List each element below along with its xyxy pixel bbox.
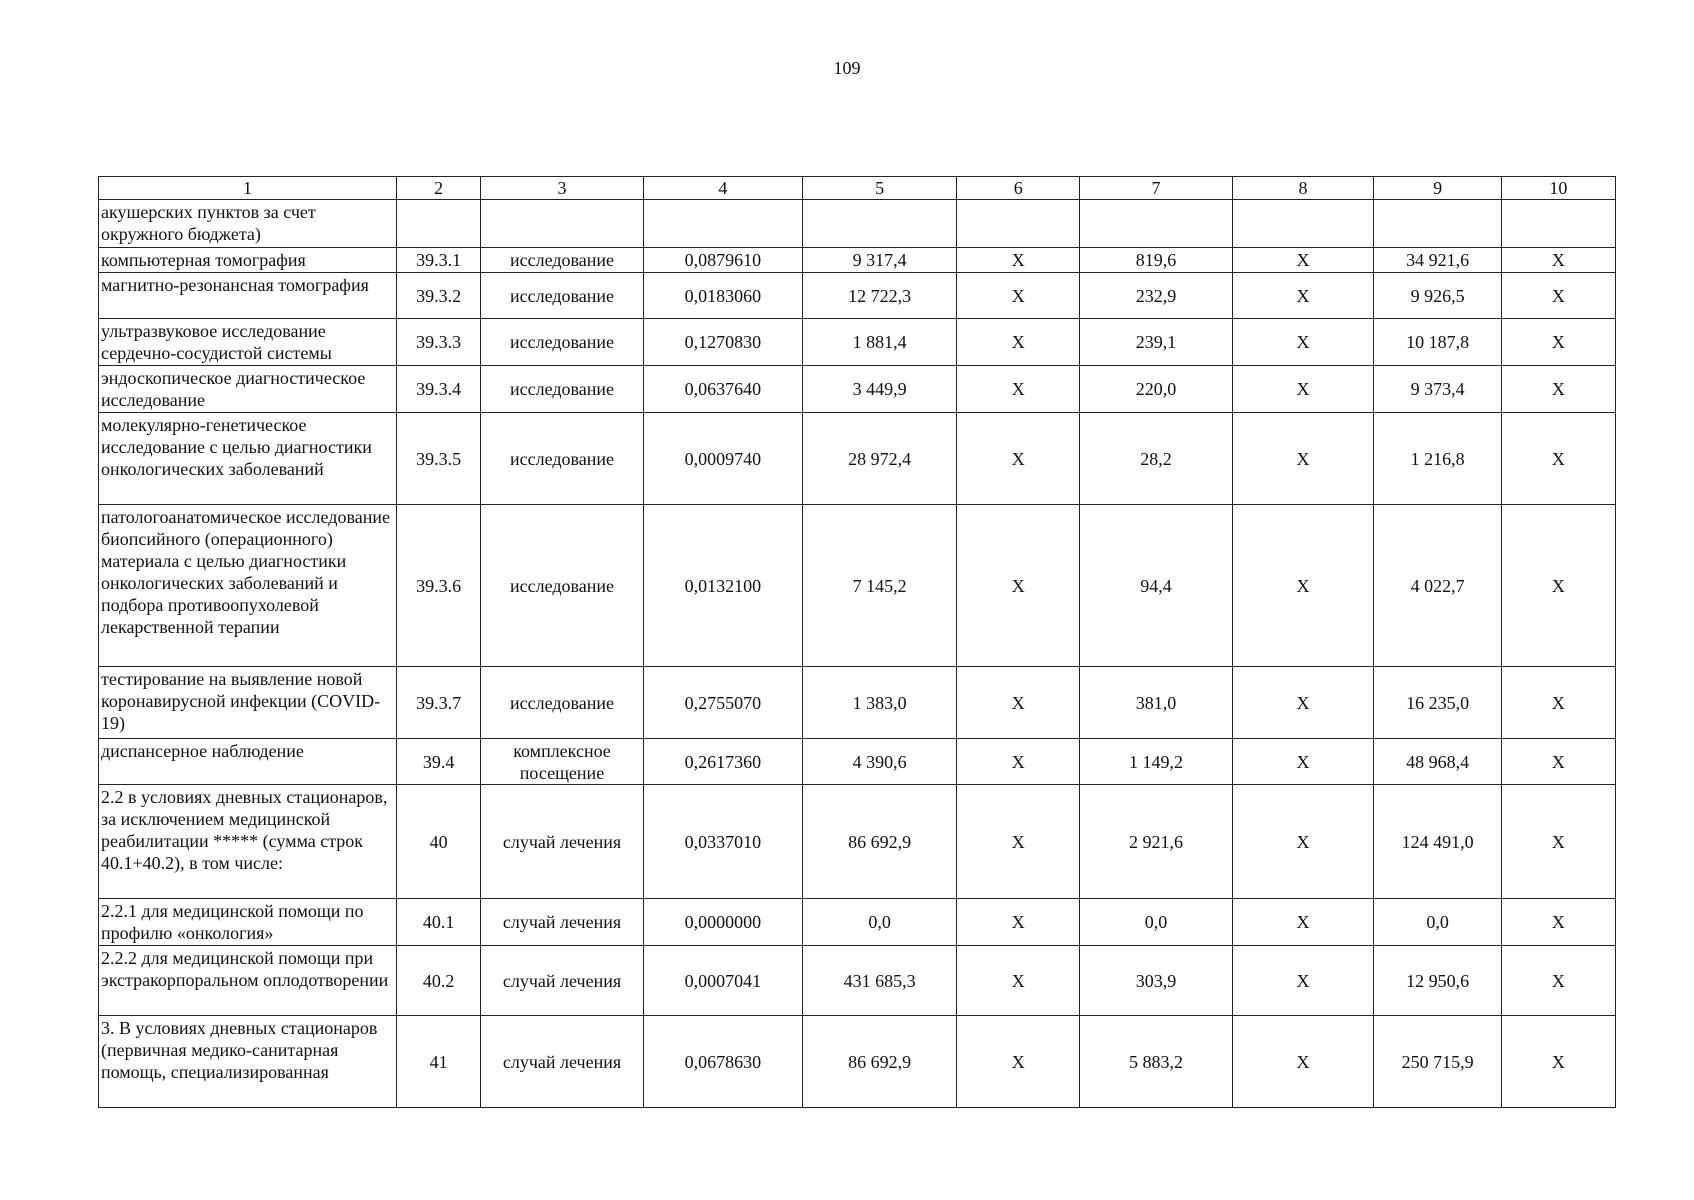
table-cell: 0,0 bbox=[1374, 899, 1501, 946]
table-cell: Х bbox=[1232, 1016, 1374, 1108]
table-cell: 94,4 bbox=[1080, 505, 1232, 667]
table-row bbox=[99, 667, 1616, 739]
header-cell: 1 bbox=[99, 177, 397, 200]
table-cell: исследование bbox=[481, 273, 643, 319]
header-cell: 5 bbox=[802, 177, 956, 200]
table-cell: Х bbox=[1232, 505, 1374, 667]
row-label: 2.2 в условиях дневных стационаров, за исключением медицинской реабилитации ***** (сумма строк 40.1+40.2), в том числе: bbox=[99, 785, 397, 899]
table-row bbox=[99, 1016, 1616, 1108]
table-cell: 40 bbox=[397, 785, 481, 899]
data-table bbox=[98, 176, 1616, 1108]
table-cell: Х bbox=[1501, 667, 1615, 739]
table-cell: 9 373,4 bbox=[1374, 366, 1501, 413]
table-cell bbox=[643, 200, 802, 248]
table-cell: Х bbox=[1232, 273, 1374, 319]
table-cell: 1 216,8 bbox=[1374, 413, 1501, 505]
table-cell: Х bbox=[1501, 505, 1615, 667]
table-cell: 4 022,7 bbox=[1374, 505, 1501, 667]
table-cell: 1 383,0 bbox=[802, 667, 956, 739]
table-cell: 0,0000000 bbox=[643, 899, 802, 946]
table-cell: 0,0 bbox=[1080, 899, 1232, 946]
table-cell: 39.3.1 bbox=[397, 248, 481, 273]
table-cell: 250 715,9 bbox=[1374, 1016, 1501, 1108]
table-cell: 0,2617360 bbox=[643, 739, 802, 785]
table-cell: Х bbox=[1501, 899, 1615, 946]
table-cell: Х bbox=[1232, 248, 1374, 273]
table-cell: Х bbox=[1232, 667, 1374, 739]
table-cell: Х bbox=[957, 273, 1080, 319]
table-cell: 39.3.5 bbox=[397, 413, 481, 505]
table-cell: 0,2755070 bbox=[643, 667, 802, 739]
table-cell: исследование bbox=[481, 505, 643, 667]
row-label: компьютерная томография bbox=[99, 248, 397, 273]
table-cell: Х bbox=[1501, 739, 1615, 785]
row-label: 2.2.2 для медицинской помощи при экстракорпоральном оплодотворении bbox=[99, 946, 397, 1016]
table-cell: 12 950,6 bbox=[1374, 946, 1501, 1016]
table-cell: исследование bbox=[481, 248, 643, 273]
table-cell: 5 883,2 bbox=[1080, 1016, 1232, 1108]
table-cell: 39.3.3 bbox=[397, 319, 481, 366]
row-label: патологоанатомическое исследование биопсийного (операционного) материала с целью диагностики онкологических заболеваний и подбора противоопухолевой лекарственной терапии bbox=[99, 505, 397, 667]
table-cell bbox=[802, 200, 956, 248]
table-cell: Х bbox=[957, 1016, 1080, 1108]
table-cell: Х bbox=[1501, 413, 1615, 505]
table-row bbox=[99, 319, 1616, 366]
table-cell: 39.3.7 bbox=[397, 667, 481, 739]
table-cell: случай лечения bbox=[481, 1016, 643, 1108]
table-cell: 0,0879610 bbox=[643, 248, 802, 273]
table-cell: 9 926,5 bbox=[1374, 273, 1501, 319]
table-header-row bbox=[99, 177, 1616, 200]
table-cell: Х bbox=[957, 413, 1080, 505]
table-cell: 3 449,9 bbox=[802, 366, 956, 413]
table-cell: 0,0183060 bbox=[643, 273, 802, 319]
row-label: ультразвуковое исследование сердечно-сосудистой системы bbox=[99, 319, 397, 366]
table-row bbox=[99, 200, 1616, 248]
table-cell: 41 bbox=[397, 1016, 481, 1108]
table-row bbox=[99, 413, 1616, 505]
table-cell: 2 921,6 bbox=[1080, 785, 1232, 899]
table-row bbox=[99, 785, 1616, 899]
row-label: молекулярно-генетическое исследование с целью диагностики онкологических заболеваний bbox=[99, 413, 397, 505]
table-cell: 10 187,8 bbox=[1374, 319, 1501, 366]
table-cell bbox=[1501, 200, 1615, 248]
row-label: эндоскопическое диагностическое исследование bbox=[99, 366, 397, 413]
header-cell: 7 bbox=[1080, 177, 1232, 200]
table-cell: исследование bbox=[481, 667, 643, 739]
row-label: диспансерное наблюдение bbox=[99, 739, 397, 785]
table-row bbox=[99, 739, 1616, 785]
header-cell: 10 bbox=[1501, 177, 1615, 200]
table-cell: 86 692,9 bbox=[802, 785, 956, 899]
table-cell: Х bbox=[1232, 946, 1374, 1016]
table-cell: исследование bbox=[481, 319, 643, 366]
table-cell: 12 722,3 bbox=[802, 273, 956, 319]
table-cell: Х bbox=[957, 505, 1080, 667]
table-cell: 7 145,2 bbox=[802, 505, 956, 667]
table-cell: 381,0 bbox=[1080, 667, 1232, 739]
table-cell bbox=[957, 200, 1080, 248]
table-cell: исследование bbox=[481, 413, 643, 505]
table-cell: Х bbox=[1501, 366, 1615, 413]
table-cell: 9 317,4 bbox=[802, 248, 956, 273]
row-label: тестирование на выявление новой коронавирусной инфекции (COVID-19) bbox=[99, 667, 397, 739]
table-cell: 39.4 bbox=[397, 739, 481, 785]
page-number: 109 bbox=[833, 58, 861, 78]
table-row bbox=[99, 366, 1616, 413]
table-cell: 39.3.4 bbox=[397, 366, 481, 413]
table-cell: 303,9 bbox=[1080, 946, 1232, 1016]
table-cell bbox=[397, 200, 481, 248]
table-cell: Х bbox=[1232, 413, 1374, 505]
table-cell: 28 972,4 bbox=[802, 413, 956, 505]
table-cell: 819,6 bbox=[1080, 248, 1232, 273]
table-cell: Х bbox=[957, 946, 1080, 1016]
table-cell: 40.2 bbox=[397, 946, 481, 1016]
header-cell: 4 bbox=[643, 177, 802, 200]
table-cell: 39.3.6 bbox=[397, 505, 481, 667]
table-row bbox=[99, 273, 1616, 319]
table-cell: 34 921,6 bbox=[1374, 248, 1501, 273]
table-cell: 86 692,9 bbox=[802, 1016, 956, 1108]
table-cell bbox=[1080, 200, 1232, 248]
table-cell: 39.3.2 bbox=[397, 273, 481, 319]
table-cell: 0,0132100 bbox=[643, 505, 802, 667]
table-row bbox=[99, 899, 1616, 946]
header-cell: 2 bbox=[397, 177, 481, 200]
table-cell: 0,0009740 bbox=[643, 413, 802, 505]
header-cell: 9 bbox=[1374, 177, 1501, 200]
table-cell: Х bbox=[1501, 785, 1615, 899]
table-cell: Х bbox=[1232, 899, 1374, 946]
table-cell: Х bbox=[957, 319, 1080, 366]
table-cell: Х bbox=[1232, 319, 1374, 366]
table-cell: 16 235,0 bbox=[1374, 667, 1501, 739]
table-cell: Х bbox=[1501, 1016, 1615, 1108]
table-cell: Х bbox=[1501, 273, 1615, 319]
table-cell: 28,2 bbox=[1080, 413, 1232, 505]
table-cell: Х bbox=[1232, 366, 1374, 413]
table-cell: комплексное посещение bbox=[481, 739, 643, 785]
table-cell: 0,0337010 bbox=[643, 785, 802, 899]
table-row bbox=[99, 248, 1616, 273]
table-cell: Х bbox=[1232, 785, 1374, 899]
table-cell: Х bbox=[1501, 248, 1615, 273]
row-label: акушерских пунктов за счет окружного бюджета) bbox=[99, 200, 397, 248]
header-cell: 8 bbox=[1232, 177, 1374, 200]
table-cell: 40.1 bbox=[397, 899, 481, 946]
table-cell: Х bbox=[957, 739, 1080, 785]
table-cell: 1 149,2 bbox=[1080, 739, 1232, 785]
table-cell: Х bbox=[957, 785, 1080, 899]
row-label: 3. В условиях дневных стационаров (первичная медико-санитарная помощь, специализированная bbox=[99, 1016, 397, 1108]
table-cell: 4 390,6 bbox=[802, 739, 956, 785]
table-cell bbox=[1374, 200, 1501, 248]
table-cell: 232,9 bbox=[1080, 273, 1232, 319]
table-cell: случай лечения bbox=[481, 946, 643, 1016]
table-cell: Х bbox=[957, 248, 1080, 273]
table-cell: 0,0637640 bbox=[643, 366, 802, 413]
header-cell: 6 bbox=[957, 177, 1080, 200]
table-cell: 431 685,3 bbox=[802, 946, 956, 1016]
row-label: 2.2.1 для медицинской помощи по профилю «онкология» bbox=[99, 899, 397, 946]
table-cell: случай лечения bbox=[481, 899, 643, 946]
table-row bbox=[99, 946, 1616, 1016]
table-row bbox=[99, 505, 1616, 667]
table-cell: 0,0 bbox=[802, 899, 956, 946]
header-cell: 3 bbox=[481, 177, 643, 200]
table-cell: Х bbox=[1501, 319, 1615, 366]
table-cell: 48 968,4 bbox=[1374, 739, 1501, 785]
table-cell: Х bbox=[957, 366, 1080, 413]
table-cell: исследование bbox=[481, 366, 643, 413]
table-cell: 0,0678630 bbox=[643, 1016, 802, 1108]
table-cell: 0,0007041 bbox=[643, 946, 802, 1016]
table-cell: Х bbox=[1501, 946, 1615, 1016]
table-cell: 0,1270830 bbox=[643, 319, 802, 366]
table-cell: 1 881,4 bbox=[802, 319, 956, 366]
table-cell: Х bbox=[1232, 739, 1374, 785]
table-cell: Х bbox=[957, 667, 1080, 739]
table-cell: случай лечения bbox=[481, 785, 643, 899]
table-cell: 124 491,0 bbox=[1374, 785, 1501, 899]
table-cell: Х bbox=[957, 899, 1080, 946]
table-cell: 220,0 bbox=[1080, 366, 1232, 413]
table-cell bbox=[481, 200, 643, 248]
row-label: магнитно-резонансная томография bbox=[99, 273, 397, 319]
table-cell bbox=[1232, 200, 1374, 248]
table-cell: 239,1 bbox=[1080, 319, 1232, 366]
